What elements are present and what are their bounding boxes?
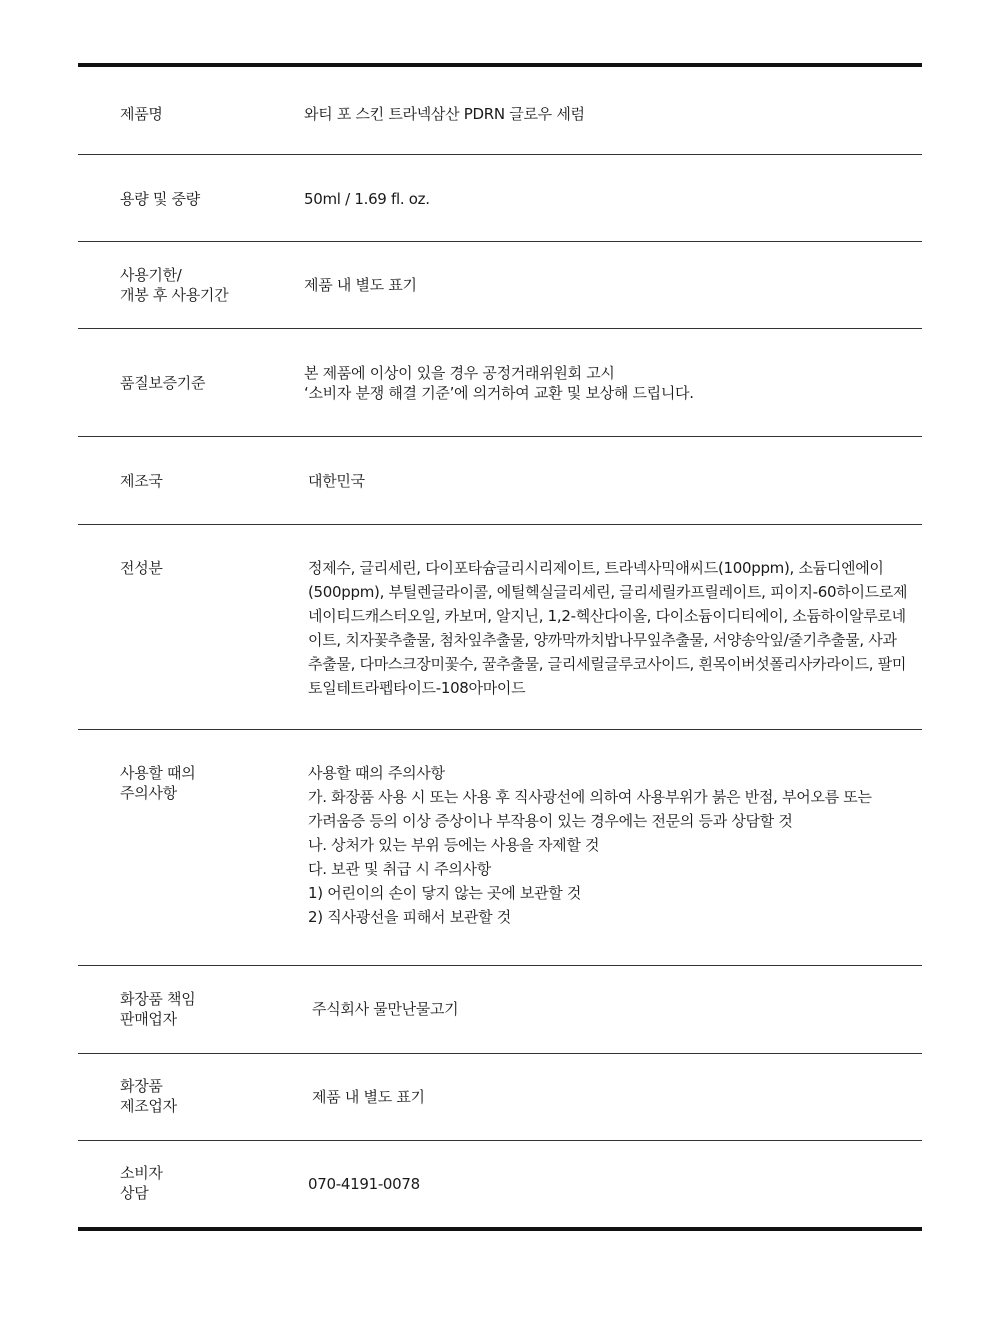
table-row	[78, 155, 922, 242]
product-info-table	[78, 63, 922, 1231]
table-row	[78, 67, 922, 155]
table-row	[78, 437, 922, 525]
row-label-customer-service: 소비자 상담	[120, 1164, 163, 1202]
row-label-quality-standard: 품질보증기준	[120, 374, 206, 392]
row-value-expiry: 제품 내 별도 표기	[304, 276, 417, 294]
row-label-distributor: 화장품 책임 판매업자	[120, 990, 196, 1028]
table-row	[78, 525, 922, 730]
row-value-quality-standard: 본 제품에 이상이 있을 경우 공정거래위원회 고시 ‘소비자 분쟁 해결 기준’에 의거하여 교환 및 보상해 드립니다.	[304, 364, 694, 402]
row-value-volume: 50ml / 1.69 fl. oz.	[304, 190, 430, 208]
row-label-precautions: 사용할 때의 주의사항	[120, 764, 196, 802]
table-row	[78, 966, 922, 1054]
row-value-distributor: 주식회사 물만난물고기	[312, 1000, 459, 1018]
row-value-customer-service: 070-4191-0078	[308, 1175, 420, 1193]
row-value-precautions: 사용할 때의 주의사항 가. 화장품 사용 시 또는 사용 후 직사광선에 의하여 사용부위가 붉은 반점, 부어오름 또는 가려움증 등의 이상 증상이나 부작용이 있는 경우에는 전문의 등과 상담할 것 나. 상처가 있는 부위 등에는 사용을 자제할 것 다. 보관 및 취급 시 주의사항 1) 어린이의 손이 닿지 않는 곳에 보관할 것 2) 직사광선을 피해서 보관할 것	[308, 764, 872, 926]
table-row	[78, 730, 922, 966]
row-label-ingredients: 전성분	[120, 559, 163, 577]
table-row	[78, 1141, 922, 1227]
row-label-country: 제조국	[120, 472, 163, 490]
row-label-expiry: 사용기한/ 개봉 후 사용기간	[120, 266, 229, 304]
row-value-country: 대한민국	[308, 472, 365, 490]
table-row	[78, 1054, 922, 1141]
row-value-ingredients: 정제수, 글리세린, 다이포타슘글리시리제이트, 트라넥사믹애씨드(100ppm), 소듐디엔에이(500ppm), 부틸렌글라이콜, 에틸헥실글리세린, 글리세릴카프릴레이트, 피이지-60하이드로제네이티드캐스터오일, 카보머, 알지닌, 1,2-헥산다이올, 다이소듐이디티에이, 소듐하이알루로네이트, 치자꽃추출물, 첨차잎추출물, 양까막까치밥나무잎추출물, 서양송악잎/줄기추출물, 사과추출물, 다마스크장미꽃수, 꿀추출물, 글리세릴글루코사이드, 흰목이버섯폴리사카라이드, 팔미토일테트라펩타이드-108아마이드	[308, 559, 908, 697]
row-label-volume: 용량 및 중량	[120, 190, 200, 208]
row-value-manufacturer: 제품 내 별도 표기	[312, 1088, 425, 1106]
table-row	[78, 242, 922, 329]
table-row	[78, 329, 922, 437]
row-label-manufacturer: 화장품 제조업자	[120, 1077, 177, 1115]
row-value-product-name: 와티 포 스킨 트라넥삼산 PDRN 글로우 세럼	[304, 105, 585, 123]
row-label-product-name: 제품명	[120, 105, 163, 123]
